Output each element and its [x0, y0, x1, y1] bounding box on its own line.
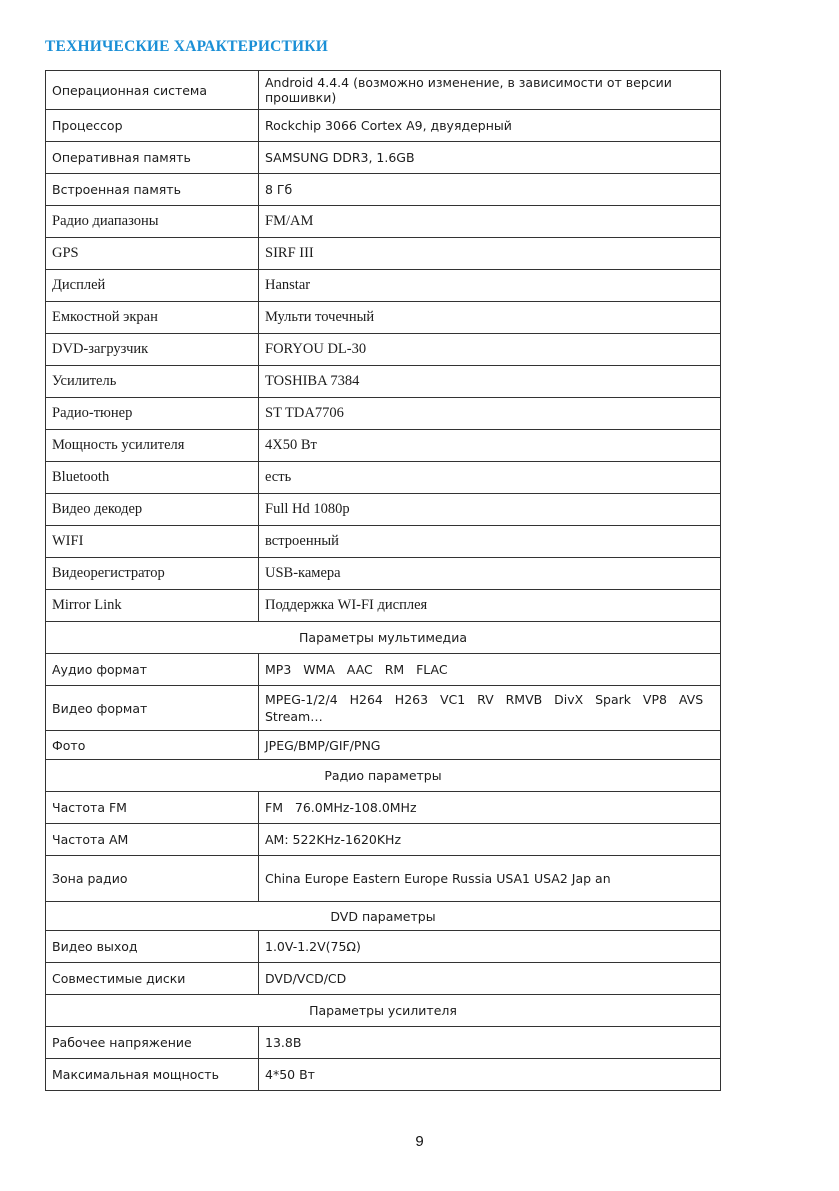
- spec-row: [46, 526, 721, 558]
- spec-row: [46, 302, 721, 334]
- spec-value: TOSHIBA 7384: [259, 366, 721, 398]
- spec-value: SAMSUNG DDR3, 1.6GB: [259, 142, 721, 174]
- section-header: Радио параметры: [46, 760, 721, 792]
- spec-value: AM: 522KHz-1620KHz: [259, 824, 721, 856]
- section-header: Параметры мультимедиа: [46, 622, 721, 654]
- spec-value: 13.8В: [259, 1027, 721, 1059]
- spec-row: [46, 731, 721, 760]
- spec-value: Поддержка WI-FI дисплея: [259, 590, 721, 622]
- spec-row: [46, 1027, 721, 1059]
- spec-row: [46, 398, 721, 430]
- spec-row: [46, 824, 721, 856]
- spec-key: Оперативная память: [46, 142, 259, 174]
- section-header-row: [46, 995, 721, 1027]
- spec-key: Встроенная память: [46, 174, 259, 206]
- spec-key: Совместимые диски: [46, 963, 259, 995]
- spec-value: DVD/VCD/CD: [259, 963, 721, 995]
- spec-key: GPS: [46, 238, 259, 270]
- section-header: Параметры усилителя: [46, 995, 721, 1027]
- section-header-row: [46, 902, 721, 931]
- spec-value: 1.0V-1.2V(75Ω): [259, 931, 721, 963]
- spec-row: [46, 792, 721, 824]
- spec-value: USB-камера: [259, 558, 721, 590]
- spec-value: встроенный: [259, 526, 721, 558]
- spec-key: Видео формат: [46, 686, 259, 731]
- spec-row: [46, 430, 721, 462]
- spec-key: Операционная система: [46, 71, 259, 110]
- spec-key: Емкостной экран: [46, 302, 259, 334]
- page-number: 9: [415, 1133, 424, 1150]
- spec-row: [46, 174, 721, 206]
- spec-value: FORYOU DL-30: [259, 334, 721, 366]
- spec-key: WIFI: [46, 526, 259, 558]
- spec-row: [46, 71, 721, 110]
- spec-value: MPEG-1/2/4 H264 H263 VC1 RV RMVB DivX Spark VP8 AVS Stream…: [259, 686, 721, 731]
- spec-row: [46, 654, 721, 686]
- spec-row: [46, 558, 721, 590]
- spec-row: [46, 462, 721, 494]
- spec-value: Full Hd 1080p: [259, 494, 721, 526]
- spec-value: FM 76.0MHz-108.0MHz: [259, 792, 721, 824]
- spec-value: Android 4.4.4 (возможно изменение, в зависимости от версии прошивки): [259, 71, 721, 110]
- spec-key: Аудио формат: [46, 654, 259, 686]
- spec-key: Видео выход: [46, 931, 259, 963]
- section-header-row: [46, 760, 721, 792]
- spec-key: Мощность усилителя: [46, 430, 259, 462]
- spec-row: [46, 963, 721, 995]
- spec-key: Видео декодер: [46, 494, 259, 526]
- spec-key: Процессор: [46, 110, 259, 142]
- spec-row: [46, 590, 721, 622]
- section-header: DVD параметры: [46, 902, 721, 931]
- spec-key: Усилитель: [46, 366, 259, 398]
- spec-key: Радио диапазоны: [46, 206, 259, 238]
- spec-value: FM/AM: [259, 206, 721, 238]
- spec-key: DVD-загрузчик: [46, 334, 259, 366]
- spec-key: Частота FM: [46, 792, 259, 824]
- spec-key: Рабочее напряжение: [46, 1027, 259, 1059]
- spec-key: Фото: [46, 731, 259, 760]
- spec-value: China Europe Eastern Europe Russia USA1 USA2 Jap an: [259, 856, 721, 902]
- spec-key: Максимальная мощность: [46, 1059, 259, 1091]
- spec-value: 4X50 Вт: [259, 430, 721, 462]
- spec-row: [46, 334, 721, 366]
- spec-key: Дисплей: [46, 270, 259, 302]
- spec-key: Радио-тюнер: [46, 398, 259, 430]
- spec-value: Rockchip 3066 Cortex A9, двуядерный: [259, 110, 721, 142]
- spec-value: SIRF III: [259, 238, 721, 270]
- spec-key: Mirror Link: [46, 590, 259, 622]
- spec-value: есть: [259, 462, 721, 494]
- spec-table: [45, 70, 721, 1091]
- spec-value: ST TDA7706: [259, 398, 721, 430]
- spec-row: [46, 1059, 721, 1091]
- spec-key: Зона радио: [46, 856, 259, 902]
- spec-row: [46, 206, 721, 238]
- spec-key: Bluetooth: [46, 462, 259, 494]
- spec-value: 4*50 Вт: [259, 1059, 721, 1091]
- spec-row: [46, 366, 721, 398]
- section-header-row: [46, 622, 721, 654]
- spec-row: [46, 270, 721, 302]
- spec-value: MP3 WMA AAC RM FLAC: [259, 654, 721, 686]
- spec-key: Частота AM: [46, 824, 259, 856]
- spec-key: Видеорегистратор: [46, 558, 259, 590]
- spec-value: Hanstar: [259, 270, 721, 302]
- spec-row: [46, 931, 721, 963]
- spec-row: [46, 494, 721, 526]
- spec-row: [46, 110, 721, 142]
- spec-row: [46, 238, 721, 270]
- spec-row: [46, 142, 721, 174]
- page-title: ТЕХНИЧЕСКИЕ ХАРАКТЕРИСТИКИ: [45, 38, 328, 55]
- spec-row: [46, 686, 721, 731]
- spec-row: [46, 856, 721, 902]
- spec-value: Мульти точечный: [259, 302, 721, 334]
- spec-value: 8 Гб: [259, 174, 721, 206]
- spec-value: JPEG/BMP/GIF/PNG: [259, 731, 721, 760]
